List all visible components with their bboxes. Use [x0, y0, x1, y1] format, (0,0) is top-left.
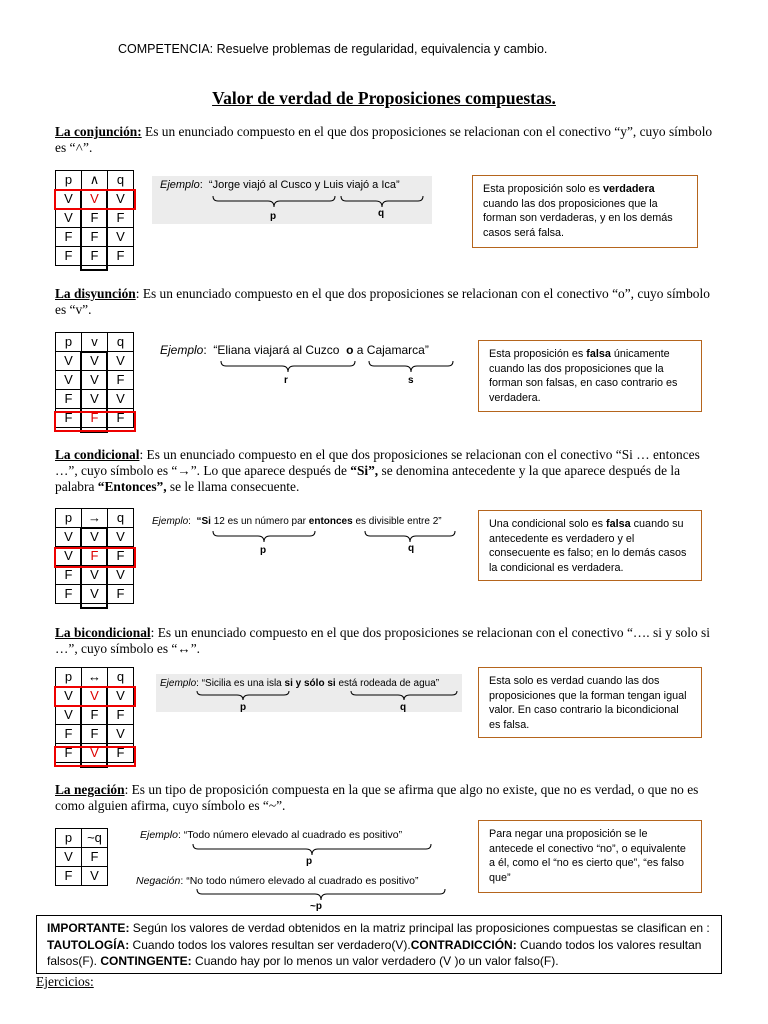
note-text: Esta proposición es	[489, 348, 587, 360]
brace-q	[364, 530, 456, 544]
bicondicional-note: Esta solo es verdad cuando las dos proposiciones que la forman tengan igual valor. En caso contrario la bicondicional es falsa.	[478, 667, 702, 738]
brace-p	[212, 530, 316, 544]
ejercicios-heading: Ejercicios:	[36, 974, 94, 989]
table-cell: V	[56, 848, 82, 867]
table-header: →	[82, 509, 108, 528]
label-not-p: ~p	[310, 901, 322, 912]
table-cell: F	[82, 247, 108, 266]
importante-label: IMPORTANTE:	[47, 921, 130, 935]
brace-np	[196, 888, 446, 902]
note-text: cuando su antecedente es verdadero y el consecuente es falso; en lo demás casos la condicional es verdadera.	[489, 518, 687, 574]
negacion-text: : Es un tipo de proposición compuesta en la que se afirma que algo no existe, que no es verdad, o que no es como alguien afirma, cuyo símbolo es “~”.	[55, 782, 699, 813]
table-cell: V	[56, 190, 82, 209]
page-title: Valor de verdad de Proposiciones compuestas.	[212, 88, 556, 108]
table-cell: V	[108, 352, 134, 371]
importante-box	[36, 915, 722, 974]
note-text: únicamente cuando las dos proposiciones que la forman son falsas, en caso contrario es verdadera.	[489, 348, 678, 404]
example-label: Ejemplo	[160, 343, 204, 357]
example-label: Ejemplo	[160, 678, 197, 689]
example-q: está rodeada de agua”	[338, 678, 440, 689]
condicional-heading: La condicional	[55, 447, 140, 462]
table-cell: V	[56, 352, 82, 371]
table-cell: V	[108, 566, 134, 585]
disyuncion-text: : Es un enunciado compuesto en el que dos proposiciones se relacionan con el conectivo “o”, cuyo símbolo es “v”.	[55, 286, 710, 317]
negacion-truth-table	[55, 828, 108, 886]
table-cell: F	[56, 867, 82, 886]
brace-s	[368, 360, 454, 374]
row-highlight	[54, 746, 136, 767]
negacion-example: Ejemplo: “Todo número elevado al cuadrado es positivo”	[140, 829, 403, 841]
table-cell: V	[108, 725, 134, 744]
brace-q	[340, 195, 424, 209]
conjuncion-note	[472, 175, 698, 248]
table-header: q	[108, 171, 134, 190]
table-cell: F	[108, 409, 134, 428]
example-p: “Sicilia es una isla	[201, 678, 282, 689]
conjuncion-text: Es un enunciado compuesto en el que dos proposiciones se relacionan con el conectivo “y”, cuyo símbolo es “˄”.	[55, 124, 713, 155]
table-cell: F	[82, 228, 108, 247]
table-cell: V	[56, 706, 82, 725]
brace-p	[212, 195, 336, 209]
bicondicional-definition	[55, 625, 715, 657]
table-cell: V	[82, 528, 108, 547]
table-cell: F	[56, 409, 82, 428]
example-q: es divisible entre 2”	[355, 516, 442, 527]
table-header: p	[56, 509, 82, 528]
table-cell: V	[108, 528, 134, 547]
table-cell: V	[82, 585, 108, 604]
table-header: ~q	[82, 829, 108, 848]
table-cell: V	[108, 228, 134, 247]
table-header: p	[56, 333, 82, 352]
table-cell: V	[56, 371, 82, 390]
label-r: r	[284, 375, 288, 386]
example-q: a Cajamarca”	[356, 343, 429, 357]
contingente-label: CONTINGENTE:	[100, 954, 192, 968]
disyuncion-definition	[55, 286, 715, 318]
example-connector: o	[346, 343, 354, 357]
conjuncion-example: Ejemplo: “Jorge viajó al Cusco y Luis viajó a Ica”	[160, 179, 400, 191]
table-cell: V	[108, 190, 134, 209]
table-cell: V	[82, 352, 108, 371]
note-text: cuando las dos proposiciones que la forman son verdaderas, y en los demás casos será falsa.	[483, 197, 673, 239]
table-cell: F	[56, 585, 82, 604]
competencia-header: COMPETENCIA: Resuelve problemas de regularidad, equivalencia y cambio.	[118, 42, 548, 56]
negation-text: “No todo número elevado al cuadrado es positivo”	[186, 875, 419, 887]
table-cell: F	[56, 228, 82, 247]
label-p: p	[306, 856, 313, 867]
table-header: q	[108, 333, 134, 352]
bicondicional-example: Ejemplo: “Sicilia es una isla si y sólo si está rodeada de agua”	[160, 678, 440, 689]
negacion-definition	[55, 782, 715, 814]
example-connector: si y sólo si	[284, 678, 336, 689]
row-highlight	[54, 547, 136, 568]
brace-r	[220, 360, 356, 374]
note-text: Esta proposición solo es	[483, 183, 604, 195]
table-cell: F	[108, 371, 134, 390]
condicional-text: se denomina antecedente y la que aparece después de la palabra	[55, 463, 681, 494]
example-label: Ejemplo	[140, 829, 178, 841]
table-cell: V	[82, 190, 108, 209]
table-cell: V	[56, 547, 82, 566]
table-header: p	[56, 171, 82, 190]
table-cell: F	[108, 744, 134, 763]
brace-p	[196, 690, 290, 702]
conjuncion-definition	[55, 124, 715, 156]
table-cell: V	[56, 528, 82, 547]
table-cell: F	[108, 585, 134, 604]
table-header: ∧	[82, 171, 108, 190]
table-cell: F	[56, 744, 82, 763]
contradiccion-text: Cuando todos los valores resultan falsos(F).	[47, 937, 702, 968]
label-s: s	[408, 375, 414, 386]
label-p: p	[240, 702, 247, 713]
condicional-example: Ejemplo: “Si 12 es un número par entonces es divisible entre 2”	[152, 516, 442, 527]
table-cell: F	[56, 390, 82, 409]
table-cell: F	[108, 706, 134, 725]
table-cell: F	[56, 566, 82, 585]
table-cell: V	[82, 744, 108, 763]
disyuncion-heading: La disyunción	[55, 286, 136, 301]
row-highlight	[54, 189, 136, 210]
table-cell: V	[82, 867, 108, 886]
bicondicional-heading: La bicondicional	[55, 625, 151, 640]
table-cell: F	[82, 848, 108, 867]
table-cell: F	[82, 725, 108, 744]
contradiccion-label: CONTRADICCIÓN:	[410, 937, 517, 952]
table-header: p	[56, 668, 82, 687]
label-q: q	[408, 543, 415, 554]
example-q: Luis viajó a Ica”	[323, 179, 400, 191]
disyuncion-note	[478, 340, 702, 412]
table-header: q	[108, 668, 134, 687]
negacion-negation: Negación: “No todo número elevado al cuadrado es positivo”	[136, 875, 419, 887]
negation-label: Negación	[136, 875, 181, 887]
table-cell: V	[56, 209, 82, 228]
tautologia-text: Cuando todos los valores resultan ser verdadero(V).	[129, 937, 411, 952]
table-cell: V	[108, 687, 134, 706]
label-p: p	[260, 545, 267, 556]
condicional-text: : Es un enunciado compuesto en el que dos proposiciones se relacionan con el conectivo “Si … entonces …”, cuyo símbolo es “→”. Lo que aparece después de	[55, 447, 700, 478]
table-cell: F	[108, 209, 134, 228]
example-p: “Jorge viajó al Cusco	[208, 179, 312, 191]
note-bold: verdadera	[603, 183, 655, 195]
table-cell: V	[82, 371, 108, 390]
example-text: “Todo número elevado al cuadrado es positivo”	[183, 829, 403, 841]
table-header: ↔	[82, 668, 108, 687]
label-q: q	[400, 702, 407, 713]
condicional-definition	[55, 447, 715, 495]
si-word: “Si”,	[350, 463, 379, 478]
table-cell: F	[108, 247, 134, 266]
contingente-text: Cuando hay por lo menos un valor verdadero (V )o un valor falso(F).	[191, 954, 559, 968]
tautologia-label: TAUTOLOGÍA:	[47, 937, 130, 952]
brace-q	[350, 690, 458, 702]
row-highlight	[54, 411, 136, 432]
bicondicional-text: : Es un enunciado compuesto en el que dos proposiciones se relacionan con el conectivo “…. si y solo si …”, cuyo símbolo es “↔”.	[55, 625, 710, 656]
negacion-heading: La negación	[55, 782, 125, 797]
example-connector: entonces	[308, 516, 353, 527]
table-header: q	[108, 509, 134, 528]
condicional-text: se le llama consecuente.	[166, 479, 300, 494]
table-cell: F	[56, 725, 82, 744]
table-cell: F	[82, 409, 108, 428]
example-p: 12 es un número par	[213, 516, 306, 527]
example-p: “Eliana viajará al Cuzco	[213, 343, 340, 357]
entonces-word: “Entonces”,	[97, 479, 167, 494]
table-cell: F	[82, 706, 108, 725]
table-cell: V	[56, 687, 82, 706]
note-text: Una condicional solo es	[489, 518, 607, 530]
label-p: p	[270, 211, 277, 222]
note-bold: falsa	[586, 348, 611, 360]
example-si: “Si	[196, 516, 211, 527]
table-cell: F	[56, 247, 82, 266]
example-label: Ejemplo	[152, 516, 189, 527]
table-cell: F	[108, 547, 134, 566]
row-highlight	[54, 686, 136, 707]
brace-p	[192, 843, 432, 857]
note-bold: falsa	[606, 518, 631, 530]
condicional-note	[478, 510, 702, 581]
table-header: p	[56, 829, 82, 848]
table-cell: V	[108, 390, 134, 409]
label-q: q	[378, 208, 385, 219]
result-column-highlight	[80, 527, 108, 609]
table-cell: F	[82, 547, 108, 566]
disyuncion-example: Ejemplo: “Eliana viajará al Cuzco o a Cajamarca”	[160, 343, 429, 357]
example-connector: y	[314, 179, 321, 191]
table-cell: V	[82, 390, 108, 409]
table-header: v	[82, 333, 108, 352]
table-cell: V	[82, 566, 108, 585]
table-cell: F	[82, 209, 108, 228]
negacion-note: Para negar una proposición se le antecede el conectivo “no”, o equivalente a él, como el “no es cierto que”, “es falso que”	[478, 820, 702, 893]
importante-text: Según los valores de verdad obtenidos en la matriz principal las proposiciones compuestas se clasifican en :	[129, 921, 710, 935]
example-label: Ejemplo	[160, 179, 200, 191]
conjuncion-heading: La conjunción:	[55, 124, 142, 139]
table-cell: V	[82, 687, 108, 706]
